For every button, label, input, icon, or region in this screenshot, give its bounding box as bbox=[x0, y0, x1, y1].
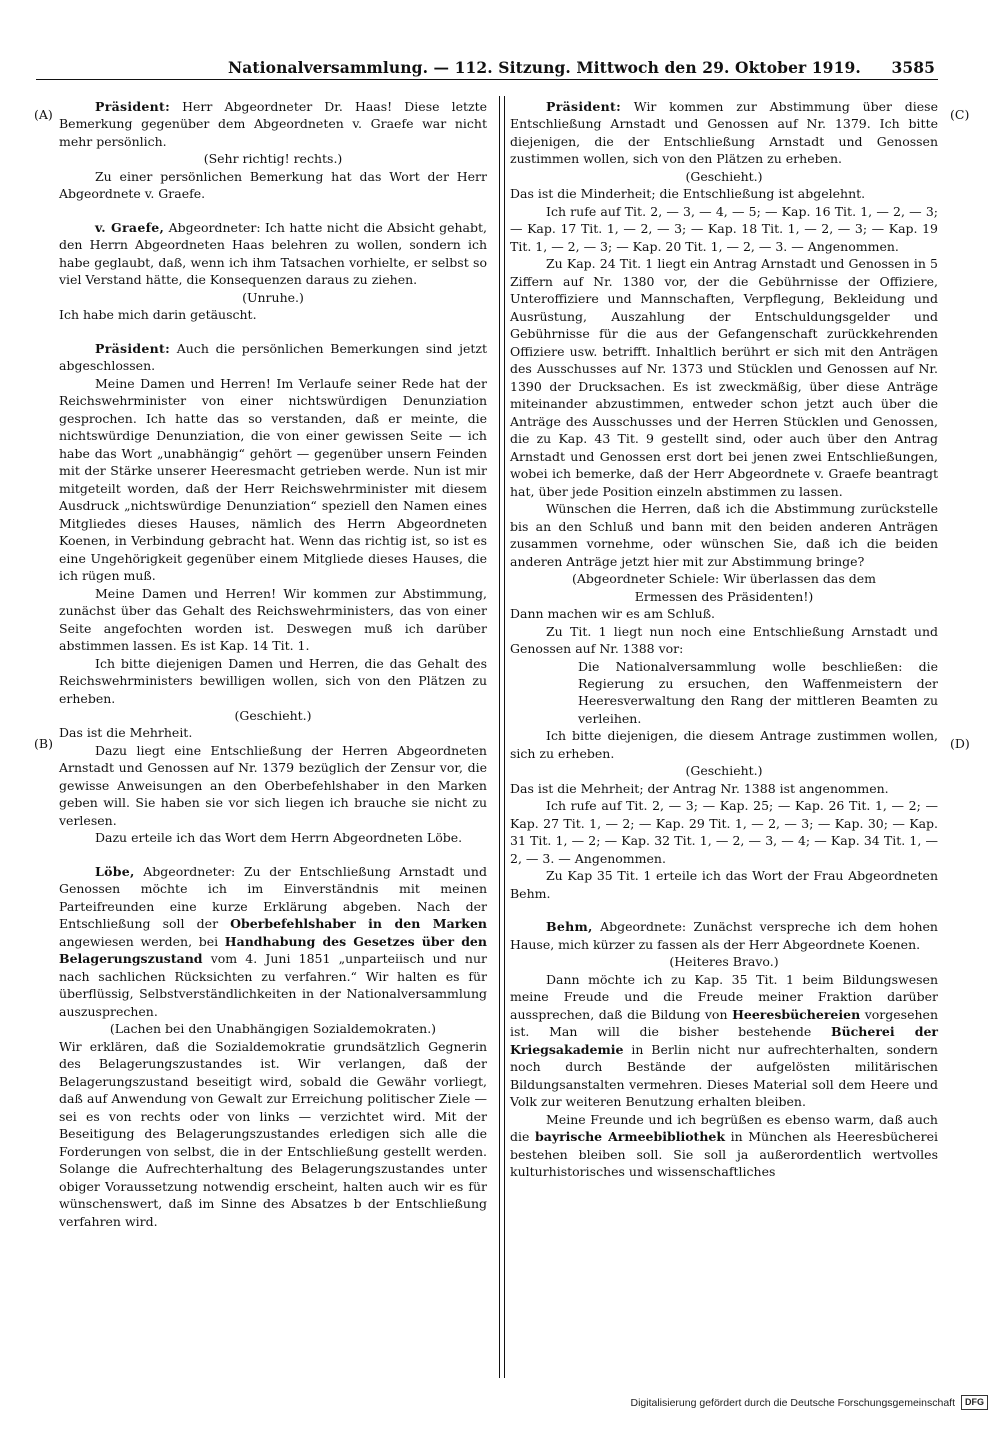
header-title: Nationalversammlung. — 112. Sitzung. Mittwoch den 29. Oktober 1919. bbox=[228, 58, 861, 77]
margin-mark-a: (A) bbox=[34, 107, 53, 122]
header-rule bbox=[36, 79, 938, 80]
paragraph: Zu Kap 35 Tit. 1 erteile ich das Wort der Frau Abgeordneten Behm. bbox=[510, 868, 938, 901]
paragraph: Das ist die Minderheit; die Entschließung ist abgelehnt. bbox=[510, 186, 866, 202]
paragraph: Dazu erteile ich das Wort dem Herrn Abgeordneten Löbe. bbox=[95, 830, 463, 846]
paragraph: Ich rufe auf Tit. 2, — 3, — 4, — 5; — Kap. 16 Tit. 1, — 2, — 3; — Kap. 17 Tit. 1, — 2, — 3; — Kap. 18 Tit. 1, — 2, — 3; — Kap. 19 Tit. 1, — 2, — 3; — Kap. 20 Tit. 1, — 2, — 3. — Angenommen. bbox=[510, 203, 938, 254]
paragraph: Präsident: Auch die persönlichen Bemerkungen sind jetzt abgeschlossen. bbox=[59, 340, 487, 374]
speaker-name: Löbe, bbox=[95, 863, 135, 879]
paragraph: Zu Kap. 24 Tit. 1 liegt ein Antrag Arnstadt und Genossen in 5 Ziffern auf Nr. 1380 vor, der die Gebührnisse der Offiziere, Unteroffiziere und Mannschaften, Verpflegung, Bekleidung und Ausrüstung, Auszahlung der Entschuldungsgelder und Gebührnisse für die aus der Gefangenschaft zurückkehrenden Offiziere usw. betrifft. Inhaltlich berührt er sich mit den Anträgen des Ausschusses auf Nr. 1373 und Stücklen und Genossen auf Nr. 1390 der Drucksachen. Es ist zweckmäßig, über diese Anträge miteinander abzustimmen, entweder schon jetzt auch über die Anträge des Ausschusses und der Herren Stücklen und Genossen, die zu Kap. 43 Tit. 9 gestellt sind, oder auch über den Antrag Arnstadt und Genossen erst dort bei jenen zwei Entschließungen, wobei ich bemerke, daß der Herr Abgeordnete v. Graefe beantragt hat, über jede Position einzeln abstimmen zu lassen. bbox=[510, 256, 938, 499]
paragraph: Wünschen die Herren, daß ich die Abstimmung zurückstelle bis an den Schluß und bann mit den beiden anderen Anträgen zusammen vornehme, oder wünschen Sie, daß ich die beiden anderen Anträge jetzt hier mit zur Abstimmung bringe? bbox=[510, 501, 938, 569]
interjection: (Lachen bei den Unabhängigen Sozialdemokraten.) bbox=[109, 1021, 437, 1037]
speaker-name: Präsident: bbox=[95, 99, 171, 114]
paragraph: Präsident: Wir kommen zur Abstimmung über diese Entschließung Arnstadt und Genossen auf Nr. 1379. Ich bitte diejenigen, die der Entschließung Arnstadt und Genossen zustimmen wollen, sich von den Plätzen zu erheben. bbox=[510, 99, 938, 167]
interjection: (Geschieht.) bbox=[685, 763, 763, 779]
paragraph: Wir erklären, daß die Sozialdemokratie grundsätzlich Gegnerin des Belagerungszustandes ist. Wir verlangen, daß der Belagerungszustand beseitigt wird, sobald die Gewähr vorliegt, daß auf Anwendung von Gewalt zur Erreichung politischer Ziele — sei es von rechts oder von links — verzichtet wird. Mit der Beseitigung des Belagerungszustandes erledigen sich alle die Forderungen von selbst, die in der Entschließung gestellt werden. Solange die Aufrechterhaltung des Belagerungszustandes unter obiger Voraussetzung notwendig erscheint, halten auch wir es für wünschenswert, daß im Sinne des Absatzes b der Entschließung verfahren wird. bbox=[59, 1038, 487, 1229]
speaker-name: Präsident: bbox=[546, 99, 622, 114]
paragraph: Das ist die Mehrheit; der Antrag Nr. 1388 ist angenommen. bbox=[510, 780, 889, 796]
paragraph: Meine Damen und Herren! Im Verlaufe seiner Rede hat der Reichswehrminister von einer nichtswürdigen Denunziation gesprochen. Ich hatte das so verstanden, daß er meinte, die nichtswürdige Denunziation, die von einer gewissen Seite — ich habe das Wort „unabhängig“ gehört — gegenüber unsern Feinden mit der Stärke unserer Heeresmacht getrieben werde. Nun ist mir mitgeteilt worden, daß der Herr Reichswehrminister mit diesem Ausdruck „nichtswürdige Denunziation“ speziell den Namen eines Mitgliedes dieses Hauses, nämlich des Herrn Abgeordneten Koenen, in Verbindung gebracht hat. Wenn das richtig ist, so ist es eine Ungehörigkeit gegenüber einem Mitgliede dieses Hauses, die ich rügen muß. bbox=[59, 375, 487, 584]
interjection: (Heiteres Bravo.) bbox=[669, 954, 779, 970]
paragraph: Präsident: Herr Abgeordneter Dr. Haas! Diese letzte Bemerkung gegenüber dem Abgeordneten v. Graefe war nicht mehr persönlich. bbox=[59, 99, 487, 149]
funding-footer bbox=[590, 1395, 988, 1410]
quoted-motion: Die Nationalversammlung wolle beschließen: die Regierung zu ersuchen, den Waffenmeistern der Heeresverwaltung den Rang der mittleren Beamten zu verleihen. bbox=[578, 658, 938, 726]
speaker-name: Behm, bbox=[546, 919, 593, 935]
interjection: (Sehr richtig! rechts.) bbox=[203, 151, 343, 167]
interjection: (Abgeordneter Schiele: Wir überlassen das dem bbox=[571, 571, 876, 587]
speaker-name: Präsident: bbox=[95, 340, 171, 356]
paragraph: Löbe, Abgeordneter: Zu der Entschließung Arnstadt und Genossen möchte ich im Einverständnis mit meinen Parteifreunden eine kurze Erklärung abgeben. Nach der Entschließung soll der Oberbefehlshaber in den Marken angewiesen werden, bei Handhabung des Gesetzes über den Belagerungszustand vom 4. Juni 1851 „unparteiisch und nur nach sachlichen Rücksichten zu verfahren.“ Wir halten es für überflüssig, Selbstverständlichkeiten in der Nationalversammlung auszusprechen. bbox=[59, 863, 487, 1019]
paragraph: Ich bitte diejenigen, die diesem Antrage zustimmen wollen, sich zu erheben. bbox=[510, 728, 938, 761]
paragraph: Dann machen wir es am Schluß. bbox=[510, 606, 716, 622]
emphasis: Handhabung des Gesetzes über den Belagerungszustand bbox=[59, 933, 487, 967]
paragraph: Meine Freunde und ich begrüßen es ebenso warm, daß auch die bayrische Armeebibliothek in München als Heeresbücherei bestehen bleiben soll. Sie soll ja außerordentlich wertvolles kulturhistorisches und wissenschaftliches bbox=[510, 1111, 939, 1180]
interjection: Ermessen des Präsidenten!) bbox=[634, 588, 814, 604]
paragraph: Ich rufe auf Tit. 2, — 3; — Kap. 25; — Kap. 26 Tit. 1, — 2; — Kap. 27 Tit. 1, — 2; — Kap. 29 Tit. 1, — 2, — 3; — Kap. 30; — Kap. 31 Tit. 1, — 2; — Kap. 32 Tit. 1, — 2, — 3, — 4; — Kap. 34 Tit. 1, — 2, — 3. — Angenommen. bbox=[510, 798, 938, 866]
paragraph: Dazu liegt eine Entschließung der Herren Abgeordneten Arnstadt und Genossen auf Nr. 1379 bezüglich der Zensur vor, die gewisse Anweisungen an den Oberbefehlshaber in den Marken geben will. Sie haben sie vor sich liegen ich brauche sie nicht zu verlesen. bbox=[59, 742, 487, 828]
paragraph: Behm, Abgeordnete: Zunächst verspreche ich dem hohen Hause, mich kürzer zu fassen als der Herr Abgeordnete Koenen. bbox=[510, 919, 938, 952]
paragraph: Ich bitte diejenigen Damen und Herren, die das Gehalt des Reichswehrministers bewilligen wollen, sich von den Plätzen zu erheben. bbox=[59, 655, 487, 706]
interjection: (Geschieht.) bbox=[685, 168, 763, 184]
column-divider bbox=[499, 96, 505, 1378]
emphasis: Heeresbüchereien bbox=[732, 1006, 861, 1022]
footer-text: Digitalisierung gefördert durch die Deutsche Forschungsgemeinschaft bbox=[630, 1396, 955, 1409]
right-column bbox=[510, 98, 938, 1181]
emphasis: Oberbefehlshaber in den Marken bbox=[230, 916, 487, 932]
left-column bbox=[59, 98, 487, 1230]
paragraph: Dann möchte ich zu Kap. 35 Tit. 1 beim Bildungswesen meine Freude und die Freude meiner Fraktion darüber aussprechen, daß die Bildung von Heeresbüchereien vorgesehen ist. Man will die bisher bestehende Bücherei der Kriegsakademie in Berlin nicht nur aufrechterhalten, sondern noch durch Bestände der aufgelösten militärischen Bildungsanstalten vermehren. Dieses Material soll dem Heere und Volk zur weiteren Benutzung erhalten bleiben. bbox=[510, 971, 938, 1110]
paragraph: Ich habe mich darin getäuscht. bbox=[59, 307, 257, 323]
emphasis: Bücherei der Kriegsakademie bbox=[510, 1024, 938, 1057]
margin-mark-d: (D) bbox=[950, 736, 970, 751]
paragraph: Meine Damen und Herren! Wir kommen zur Abstimmung, zunächst über das Gehalt des Reichswehrministers, das von einer Seite angefochten worden ist. Deswegen muß ich darüber abstimmen lassen. Es ist Kap. 14 Tit. 1. bbox=[59, 585, 487, 654]
paragraph: Zu Tit. 1 liegt nun noch eine Entschließung Arnstadt und Genossen auf Nr. 1388 vor: bbox=[510, 623, 938, 657]
paragraph: Das ist die Mehrheit. bbox=[59, 725, 193, 741]
running-header bbox=[228, 58, 935, 77]
emphasis: bayrische Armeebibliothek bbox=[534, 1129, 726, 1145]
interjection: (Unruhe.) bbox=[242, 289, 304, 305]
margin-mark-b: (B) bbox=[34, 736, 53, 751]
interjection: (Geschieht.) bbox=[234, 707, 312, 723]
paragraph: v. Graefe, Abgeordneter: Ich hatte nicht die Absicht gehabt, den Herrn Abgeordneten Haas belehren zu wollen, sondern ich habe geglaubt, daß, wenn ich ihm Tatsachen vorhielte, er selbst so viel Verstand hätte, die Konsequenzen daraus zu ziehen. bbox=[59, 219, 487, 288]
dfg-logo: DFG bbox=[961, 1395, 988, 1410]
page-number: 3585 bbox=[891, 58, 935, 77]
speaker-name: v. Graefe, bbox=[95, 219, 165, 235]
paragraph: Zu einer persönlichen Bemerkung hat das Wort der Herr Abgeordnete v. Graefe. bbox=[59, 168, 487, 202]
margin-mark-c: (C) bbox=[950, 107, 970, 122]
